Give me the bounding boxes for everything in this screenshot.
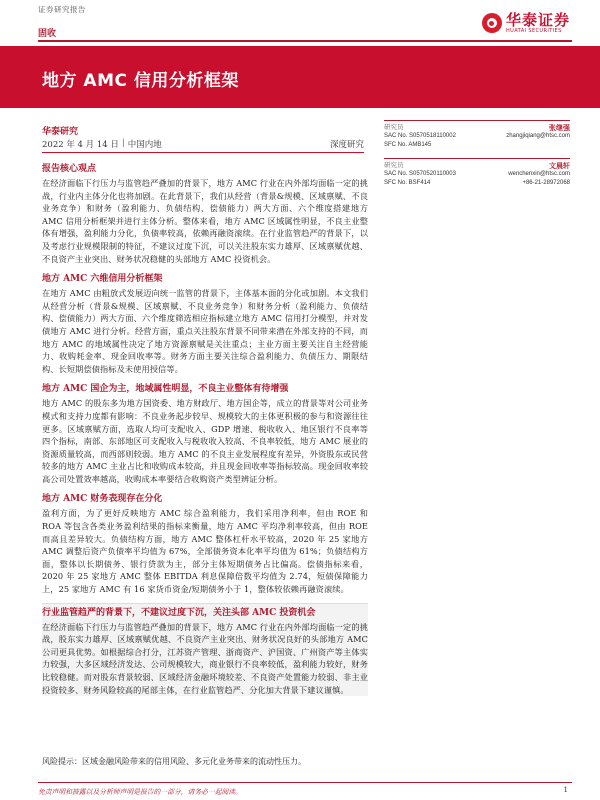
section-ownership <box>42 382 368 485</box>
analyst-sac-number: SAC No. S0570520110003 <box>384 171 456 177</box>
disclaimer-note: 免责声明和披露以及分析师声明是报告的一部分，请务必一起阅读。 <box>38 788 242 796</box>
analyst-email[interactable]: zhangjiqiang@htsc.com <box>506 133 570 139</box>
page-number: 1 <box>563 786 568 794</box>
section-financials <box>42 492 368 595</box>
section-paragraph: 在地方 AMC 由粗放式发展迈向统一监管的背景下，主体基本面的分化或加剧。本文我们从经营分析（背景&规模、区域禀赋、不良业务竞争）和财务分析（盈利能力、负债结构、偿债能力）两大方面、六个维度筛选相应指标建立地方 AMC 信用打分模型，并对发债地方 AMC 进行分析。经营方面，重点关注股东背景不同带来潜在外部支持的不同，而地方 AMC 的地域属性决定了地方资源禀赋是关注重点；主业方面主要关注自主经营能力、收购耗金率、现金回收率等。财务方面主要关注综合盈利能力、负债压力、期限结构、长短期偿债指标及未使用授信等。 <box>42 288 368 374</box>
section-title: 地方 AMC 六维信用分析框架 <box>42 274 163 285</box>
section-investment-advice <box>42 603 368 697</box>
date-row <box>42 138 365 150</box>
section-paragraph: 地方 AMC 的股东多为地方国资委、地方财政厅、地方国企等，成立的背景等对公司业务模式和支持力度都有影响：不良业务起步较早、规模较大的主体更积极的参与和资源往往更多。区域禀赋方面，选取人均可支配收入、GDP 增速、税收收入、地区银行不良率等四个指标，南部、东部地区可支配收入与税收收入较高、不良率较低，地方 AMC 展业的资源质量较高，而西部则较弱。地方 AMC 的不良主业发展程度有差异，外资股东或民营较多的地方 AMC 主业占比和收购成本较高，并且现金回收率等指标较高。现金回收率较高公司处置效率越高，收购成本率要结合收购资产类型辨证分析。 <box>42 398 368 484</box>
section-paragraph: 盈利方面，为了更好反映地方 AMC 综合盈利能力，我们采用净利率，但由 ROE 和 ROA 等包含各类业务盈利结果的指标来衡量，地方 AMC 平均净利率较高，但由 ROE 而高且差异较大。负债结构方面，地方 AMC 整体杠杆水平较高，2020 年 25 家地方 AMC 调整后资产负债率平均值为 67%，全部债务资本化率平均值为 61%；负债结构方面，整体以长期债务、银行贷款为主，部分主体短期债务占比偏高。偿债指标来看，2020 年 25 家地方 AMC 整体 EBITDA 利息保障倍数平均值为 2.74，短债保障能力上，25 家地方 AMC 有 16 家货币资金/短期债务小于 1，整体较依赖再融资滚续。 <box>42 508 368 595</box>
analyst-name: 张继强 <box>549 123 570 132</box>
report-body <box>42 162 368 703</box>
analyst-sfc-number: SFC No. AMB145 <box>384 142 432 148</box>
section-title: 行业监管趋严的背景下，不建议过度下沉，关注头部 AMC 投资机会 <box>42 607 316 618</box>
huatai-logo <box>482 12 570 34</box>
section-paragraph: 在经济面临下行压力与监管趋严叠加的背景下，地方 AMC 行业在内外部均面临一定的挑战，股东实力雄厚、区域禀赋优越、不良资产主业突出、财务状况良好的头部地方 AMC 公司更具优势。如根据综合打分，江苏资产管理、浙商资产、沪国资、广州资产等主体实力较强，大多区域经济发达、公司规模较大，商业银行不良率较低，盈利能力较好，财务比较稳健。而对股东背景较弱、区域经济金融环境较差、不良资产处置能力较弱、非主业投资较多、财务风险较高的尾部主体，在行业监管趋严、分化加大背景下建议谨慎。 <box>42 621 368 695</box>
date-separator: | <box>121 138 125 148</box>
title-banner <box>0 46 600 108</box>
section-tab-fixed-income: 固收 <box>38 29 57 39</box>
risk-warning: 风险提示：区域金融风险带来的信用风险、多元化业务带来的流动性压力。 <box>42 757 306 766</box>
research-label: 华泰研究 <box>42 127 79 137</box>
analyst-sfc-number: SFC No. BSF414 <box>384 180 431 186</box>
section-paragraph: 在经济面临下行压力与监管趋严叠加的背景下，地方 AMC 行业在内外部均面临一定的挑战，行业内主体分化也将加剧。在此背景下，我们从经营（背景&规模、区域禀赋、不良业务竞争）和财务（盈利能力、负债结构、偿债能力）两大方面、六个维度搭建地方 AMC 信用分析框架并进行主体分析。整体来看，地方 AMC 区域属性明显，不良主业整体有增强，盈利能力分化，负债率较高，依赖再融资滚续。在行业监管趋严的背景下，以及考虑行业规模限制的特征，不建议过度下沉，可以关注股东实力雄厚、区域禀赋优越、不良资产主业突出、财务状况稳健的头部地方 AMC 投资机会。 <box>42 178 368 264</box>
report-title: 地方 AMC 信用分析框架 <box>42 71 239 91</box>
analyst-card <box>384 158 570 188</box>
analyst-role: 研究员 <box>384 161 404 169</box>
analyst-phone: +86-21-28972068 <box>522 180 570 186</box>
footer-divider <box>38 782 572 783</box>
report-date: 2022 年 4 月 14 日 <box>42 140 119 150</box>
analyst-card <box>384 120 570 150</box>
analyst-role: 研究员 <box>384 123 404 131</box>
date-divider <box>42 152 364 153</box>
header-divider <box>38 40 572 42</box>
analyst-name: 文晨轩 <box>549 161 570 170</box>
report-region: 中国内地 <box>127 140 162 150</box>
logo-mark-icon <box>482 13 502 33</box>
analyst-email[interactable]: wenchenxin@htsc.com <box>508 171 570 177</box>
analyst-panel <box>384 120 570 196</box>
section-framework <box>42 272 368 375</box>
report-category-label: 证券研究报告 <box>38 5 86 14</box>
logo-chinese-name: 华泰证券 <box>505 11 570 29</box>
section-core-views <box>42 162 368 265</box>
section-title: 报告核心观点 <box>42 164 97 174</box>
logo-english-name: HUATAI SECURITIES <box>505 28 562 34</box>
section-title: 地方 AMC 国企为主，地域属性明显，不良主业整体有待增强 <box>42 384 289 395</box>
section-title: 地方 AMC 财务表现存在分化 <box>42 494 163 505</box>
analyst-sac-number: SAC No. S0570518110002 <box>384 133 456 139</box>
report-type: 深度研究 <box>330 140 365 150</box>
